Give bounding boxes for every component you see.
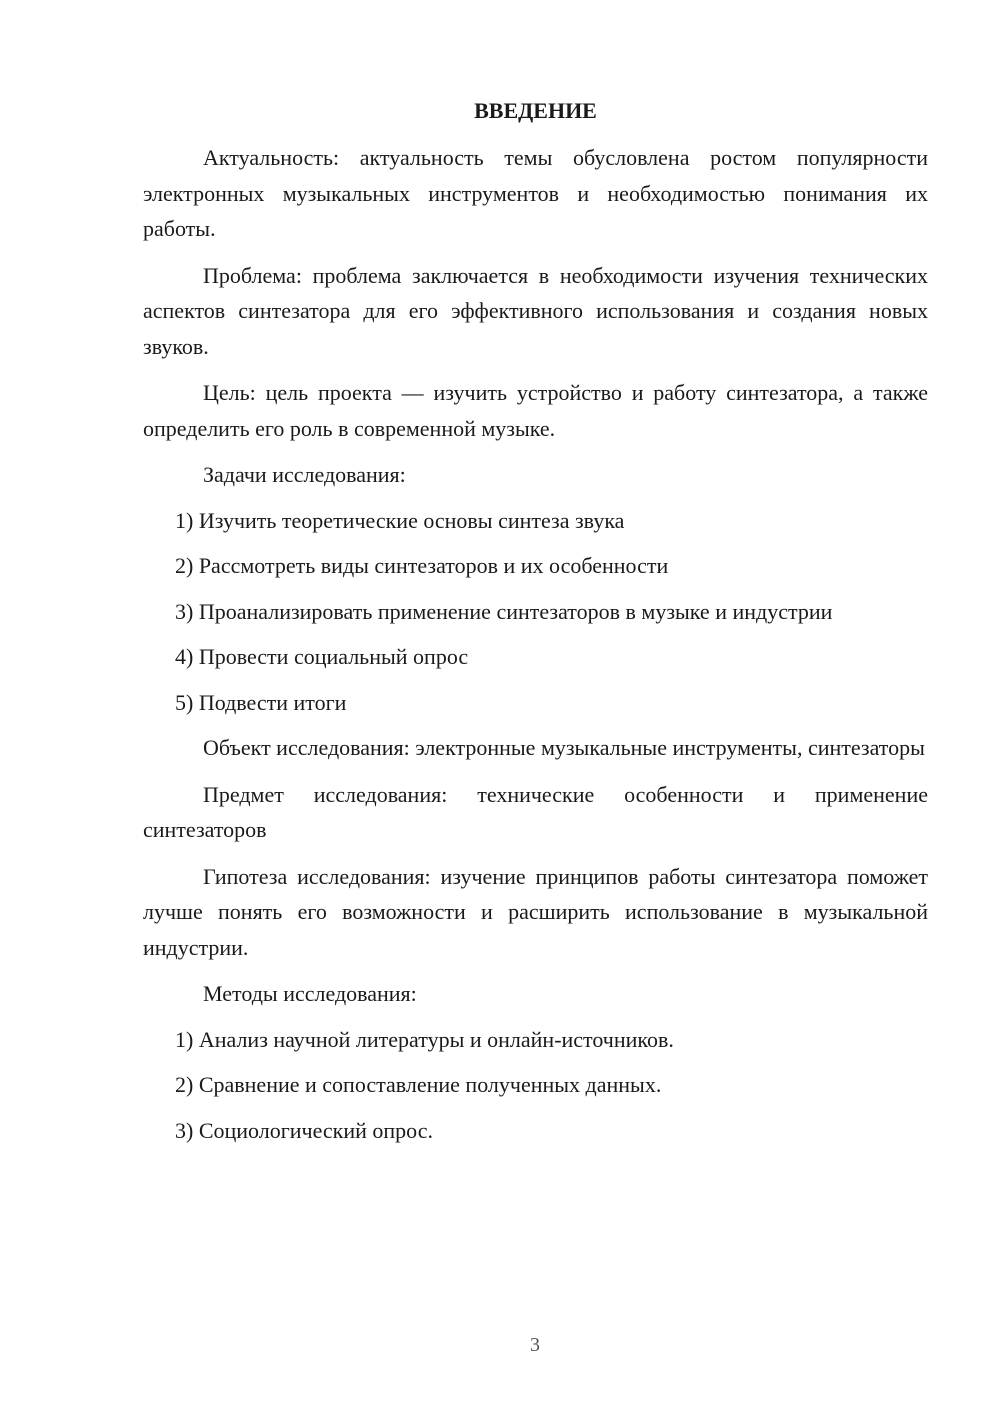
list-item: 1) Изучить теоретические основы синтеза звука bbox=[175, 507, 625, 533]
page-number: 3 bbox=[530, 1334, 540, 1356]
object-paragraph: Объект исследования: электронные музыкальные инструменты, синтезаторы bbox=[203, 735, 925, 760]
list-item: 3) Проанализировать применение синтезаторов в музыке и индустрии bbox=[175, 598, 833, 624]
list-item: 3) Социологический опрос. bbox=[175, 1117, 433, 1143]
tasks-heading: Задачи исследования: bbox=[203, 462, 406, 487]
section-title: ВВЕДЕНИЕ bbox=[474, 98, 597, 123]
document-page bbox=[143, 96, 928, 1158]
hypothesis-paragraph: Гипотеза исследования: изучение принципов работы синтезатора поможет лучше понять его возможности и расширить использование в музыкальной индустрии. bbox=[143, 863, 928, 960]
problem-paragraph: Проблема: проблема заключается в необходимости изучения технических аспектов синтезатора для его эффективного использования и создания новых звуков. bbox=[143, 262, 928, 359]
list-item: 2) Сравнение и сопоставление полученных данных. bbox=[175, 1072, 662, 1097]
relevance-paragraph: Актуальность: актуальность темы обусловлена ростом популярности электронных музыкальных инструментов и необходимостью понимания их работы. bbox=[143, 145, 928, 241]
list-item: 4) Провести социальный опрос bbox=[175, 644, 469, 669]
tasks-list bbox=[143, 503, 928, 721]
list-item: 2) Рассмотреть виды синтезаторов и их особенности bbox=[175, 553, 669, 578]
goal-paragraph: Цель: цель проекта — изучить устройство и работу синтезатора, а также определить его роль в современной музыке. bbox=[143, 380, 928, 441]
list-item: 5) Подвести итоги bbox=[175, 689, 347, 715]
methods-list bbox=[143, 1022, 928, 1149]
subject-paragraph: Предмет исследования: технические особенности и применение синтезаторов bbox=[143, 781, 928, 842]
methods-heading: Методы исследования: bbox=[203, 981, 417, 1006]
list-item: 1) Анализ научной литературы и онлайн-источников. bbox=[175, 1026, 674, 1052]
